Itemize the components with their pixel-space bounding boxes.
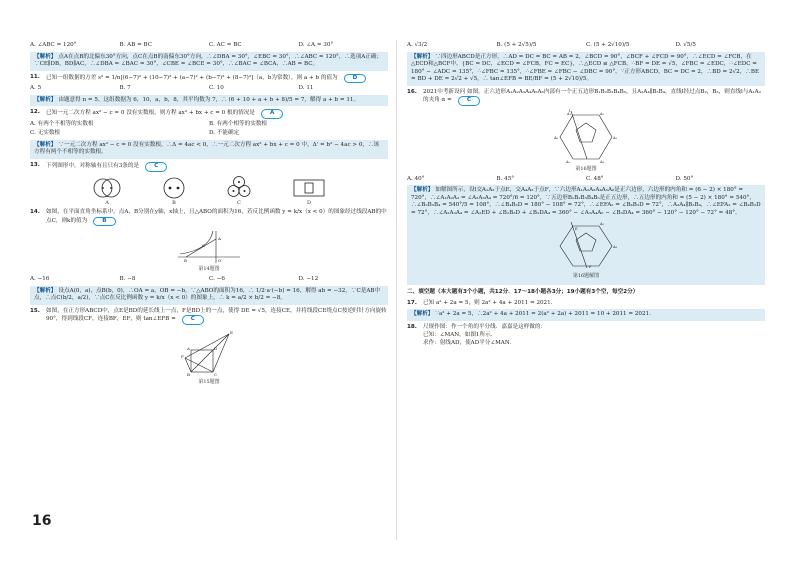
q13-figure-d (292, 177, 326, 207)
column-divider (396, 40, 397, 540)
question-12 (30, 109, 388, 119)
svg-text:A: A (187, 345, 190, 351)
svg-text:B: B (187, 371, 190, 377)
q17-analysis (407, 309, 765, 321)
q13-figure-c (226, 175, 252, 207)
question-text: 已知一组数据的方差 s² = 1/n[(6−7)² + (10−7)² + (a−7)² + (b−7)² + (8−7)²]（a，b为常数），则 a + b 的值为 (46, 74, 338, 81)
question-text: 已知 a² + 2a = 5，则 2a² + 4a + 2011 = 2021. (423, 299, 553, 306)
figure-label: B (172, 199, 176, 206)
answer-badge: D (344, 74, 367, 84)
svg-text:A₅: A₅ (566, 159, 570, 164)
question-11 (30, 74, 388, 84)
q15-figure-box (179, 328, 239, 386)
question-text: 如图，在正方形ABCD中，点E是BD的延长线上一点，F是BD上的一点，使得 DE = √5，连接CE，并将线段CE绕点C按逆时针方向旋转90°，得到线段CF，连接BF，EF，则 tan∠EFB = (46, 307, 387, 323)
svg-text:C: C (202, 243, 206, 249)
answer-badge: C (182, 315, 204, 325)
question-number: 11. (30, 73, 40, 80)
rectangle-figure (292, 177, 326, 199)
question-14 (30, 209, 388, 226)
analysis-tag: 【解析】 (411, 53, 434, 60)
question-text: 下列图形中，对称轴有且只有3条的是 (46, 163, 140, 170)
q15-options (407, 42, 765, 50)
option: A. −16 (30, 276, 50, 283)
svg-text:A₆: A₆ (554, 135, 558, 140)
svg-text:F: F (181, 353, 184, 359)
q14-figure (30, 229, 388, 273)
question-number: 17. (407, 299, 417, 306)
option: D. √5/5 (675, 42, 696, 48)
svg-text:D: D (214, 345, 218, 351)
analysis-text: 如解图所示，设l交A₁A₂于点E，交A₄A₃于点F，∵六边形A₁A₂A₃A₄A₅A₆是正六边形，六边形的内角和 = (6 − 2) × 180° = 720°，∴∠A₁A₂A₃ = ∠A₂A₃A₄ = 720°/6 = 120°，∵五边形B₁B₂B₃B₄B₅是正五边形，∴五边形的内角和 = (5 − 2) × 180° = 540°，∴∠B₂B₃B₄ = 540°/5 = 108°，∴∠B₄B₃D = 180° − 108° = 72°，∴∠EFA₂ = ∠B₄B₃D = 72°，∴A₃A₄∥B₃B₄，∴∠EFA₂ = ∠B₄B₃D = 72°，∴∠A₂A₃A₄ = ∠A₂ED + ∠B₂B₃D + ∠B₃DA₄ = 360° − ∠A₃A₄A₅ − ∠B₃DA₄ = 360° − 120° − 120° − 72° = 48°。 (411, 187, 761, 216)
svg-text:A₁: A₁ (567, 111, 571, 116)
svg-text:A₄: A₄ (613, 245, 617, 250)
analysis-text: ∵a² + 2a = 5，∴2a² + 4a + 2011 = 2(a² + 2a) + 2011 = 10 + 2011 = 2021. (435, 311, 651, 318)
q15-figure (30, 328, 388, 386)
q13-figure-a (92, 177, 122, 207)
question-13 (30, 162, 388, 172)
option: D. 不能确定 (209, 130, 240, 137)
option: C. 10 (209, 85, 224, 92)
q12-analysis (30, 140, 388, 159)
figure-caption: 第15题图 (198, 378, 220, 385)
svg-text:C: C (214, 371, 218, 377)
q18-line: 已知：∠MAN，如图1所示． (423, 332, 497, 339)
option: B. (5 + 2√5)/5 (496, 42, 537, 48)
question-16 (407, 89, 765, 106)
question-18 (407, 324, 765, 332)
q12-options-2 (30, 130, 388, 138)
q12-options-1 (30, 121, 388, 129)
question-number: 14. (30, 209, 40, 216)
right-column (407, 40, 765, 347)
analysis-tag: 【解析】 (34, 96, 57, 103)
question-text: 已知一元二次方程 ax² − c = 0 没有实数根，则方程 ax² + bx + c = 0 根的情况是 (46, 110, 255, 117)
answer-badge: C (145, 162, 167, 172)
option: A. 5 (30, 85, 42, 92)
question-number: 13. (30, 162, 40, 169)
question-17 (407, 300, 765, 308)
question-number: 18. (407, 323, 417, 330)
figure-label: A (105, 199, 109, 206)
figure-label: C (237, 199, 241, 206)
question-text: 尺规作图：作一个角的平分线．嘉嘉是这样做的： (423, 323, 547, 330)
two-circles-figure (92, 177, 122, 199)
answer-badge: A (261, 109, 283, 119)
option: B. 7 (119, 85, 131, 92)
left-column (30, 40, 388, 389)
q18-line: 求作：射线AD，使AD平分∠MAN． (423, 339, 516, 346)
option: D. ∠A = 30° (298, 42, 334, 48)
q13-figure-b (162, 177, 186, 207)
hexagon-pentagon-figure (551, 109, 621, 165)
option: A. 有两个不相等的实数根 (30, 120, 94, 127)
q14-analysis (30, 286, 388, 305)
q11-analysis (30, 95, 388, 107)
question-15 (30, 308, 388, 325)
q14-options (30, 276, 388, 284)
option: C. (5 + 2√10)/5 (586, 42, 630, 48)
svg-text:A: A (218, 236, 221, 242)
section-heading: 二、填空题（本大题有3个小题，共12分．17～18小题各3分；19小题有3个空，每空2分） (407, 289, 639, 296)
q16-options (407, 176, 765, 184)
option: C. −6 (209, 276, 225, 283)
analysis-tag: 【解析】 (34, 53, 57, 60)
figure-caption: 第16题图 (575, 165, 597, 172)
q16-analysis (407, 185, 765, 285)
q16-figure (407, 109, 765, 173)
q18-body (407, 332, 765, 347)
figure-caption: 第14题图 (198, 266, 220, 273)
option: C. 48° (586, 175, 604, 182)
svg-text:A₃: A₃ (600, 222, 604, 227)
option: C. 无实数根 (30, 130, 61, 137)
square-rotation-figure (179, 328, 239, 378)
option: D. −12 (298, 276, 319, 283)
svg-text:l: l (569, 108, 571, 113)
analysis-text: 由题意得 n = 5，这组数据为 6，10，a，b，8，其平均数为 7，∴ (6 + 10 + a + b + 8)/5 = 7，解得 a + b = 11。 (58, 96, 360, 103)
analysis-tag: 【解析】 (411, 311, 434, 318)
svg-text:A₄: A₄ (600, 159, 604, 164)
circle-dots-figure (162, 177, 186, 199)
figure-caption: 第16题解图 (572, 273, 600, 280)
q11-options (30, 85, 388, 93)
three-circles-figure (226, 175, 252, 199)
option: B. 有两个相等的实数根 (209, 120, 268, 127)
svg-text:E: E (575, 227, 578, 232)
analysis-text: ∵四边形ABCD是正方形，∴AD = DC = BC = AB = 2，∠BCD = 90°，∠BCF + ∠FCD = 90°，∴∠ECD = ∠FCB，在△ECD和△BCF中，{BC = DC，∠ECD = ∠FCB，FC = EC}，∴△ECD ≌ △FCB，∴BF = DE = √5，∠FBC = ∠EDC，∴∠EDC = 180° − ∠ADC = 135°，∴∠FBC = 135°，∴∠FBE = ∠FBC − ∠DBC = 90°，∵正方形ABCD，BC = DC = 2，∴BD = 2√2，∴BE = BD + DE = 2√2 + √5，∴ tan∠EFB = BE/BF = (5 + 2√10)/5。 (411, 53, 760, 83)
svg-text:O: O (218, 258, 222, 264)
page-number: 16 (32, 513, 52, 529)
analysis-tag: 【解析】 (34, 287, 57, 294)
svg-text:E: E (230, 329, 233, 335)
analysis-tag: 【解析】 (34, 141, 57, 148)
option: A. ∠ABC = 120° (30, 42, 77, 48)
answer-badge: B (93, 217, 115, 227)
coordinate-figure (174, 229, 244, 265)
question-text: 如图，在平面直角坐标系中，点A，B分别在y轴，x轴上，且△ABO的面积为16，若反比例函数 y = k/x（x < 0）的图象经过线段AB的中点C，则k的值为 (46, 209, 387, 224)
option: A. √3/2 (407, 42, 428, 48)
hexagon-solution-figure (551, 220, 621, 272)
analysis-text: 设点A(0，a)，点B(b，0)，∴OA = a，OB = −b，∵△ABO的面积为16，∴ 1/2·a·(−b) = 16，解得 ab = −32，∵C是AB中点，∴点C(b/2，a/2)，∵点C在反比例函数 y = k/x（x < 0）的图象上，∴ k = a/2 × b/2 = −8。 (34, 287, 381, 302)
figure-label: D (306, 199, 311, 206)
svg-text:A₂: A₂ (600, 111, 604, 116)
option: B. 45° (496, 175, 515, 182)
q16-figure-box (551, 109, 621, 173)
question-number: 15. (30, 307, 40, 314)
option: D. 50° (675, 175, 694, 182)
q13-figures (30, 175, 388, 207)
analysis-text: ∵一元二次方程 ax² − c = 0 没有实数根，∴Δ = 4ac < 0，∴一元二次方程 ax² + bx + c = 0 中，Δ' = b² − 4ac > 0，∴该方程有两个不相等的实数根。 (34, 141, 380, 156)
question-number: 12. (30, 109, 40, 116)
svg-text:A₃: A₃ (613, 135, 617, 140)
q10-analysis (30, 52, 388, 71)
q10-options (30, 42, 388, 50)
option: D. 11 (298, 85, 314, 92)
option: A. 40° (407, 175, 425, 182)
analysis-text: 点A在点B的北偏东30°方向，点C在点B的南偏东30°方向，∴∠DBA = 30°，∠EBC = 30°，∴∠ABC = 120°，∴选项A正确；∵CE∥DB，BD∥AC，∴∠DBA = ∠BAC = 30°，∠CBE = ∠BCE = 30°，∴∠BAC = ∠BCA，∴AB = BC。 (34, 53, 383, 68)
q15-analysis (407, 52, 765, 86)
option: C. AC = BC (209, 42, 242, 48)
option: B. −8 (119, 276, 136, 283)
q14-figure-box (174, 229, 244, 273)
svg-text:F: F (589, 265, 592, 270)
analysis-tag: 【解析】 (411, 187, 434, 194)
q16-solution-figure (411, 220, 761, 280)
question-text: 2021中考新设问 如图，正六边形A₁A₂A₃A₄A₅A₆内部有一个正五边形B₁B₂B₃B₄B₅，且A₃A₄∥B₃B₄，直线l经过点B₂，B₃，则直线l与A₁A₂的夹角 α = (423, 88, 761, 104)
q16-solution-box (551, 220, 621, 280)
question-number: 16. (407, 88, 417, 95)
option: B. AB = BC (119, 42, 153, 48)
svg-text:B: B (184, 258, 187, 264)
answer-badge: C (458, 96, 480, 106)
